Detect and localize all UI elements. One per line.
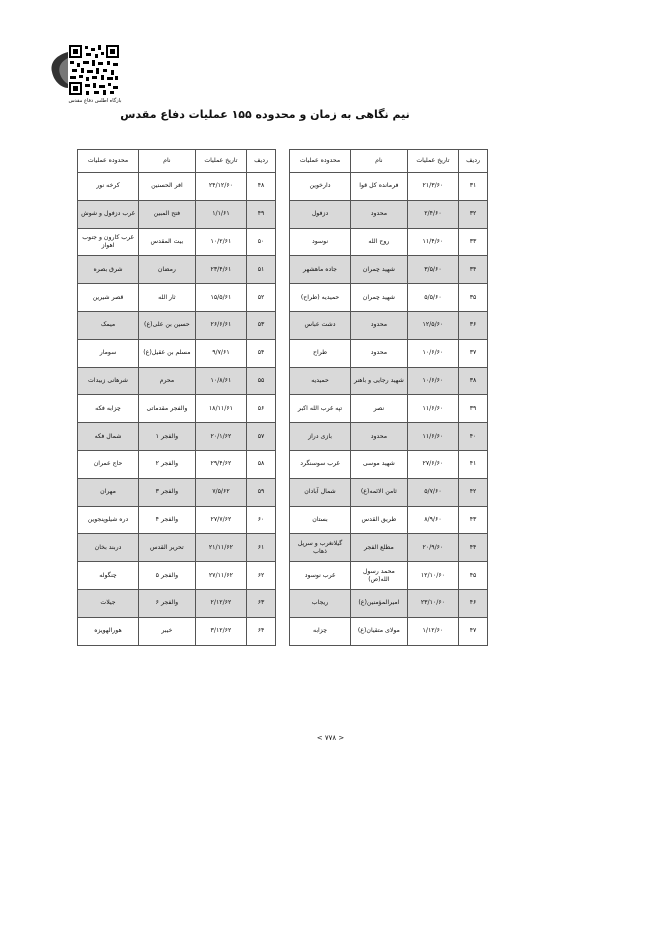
cell-name: محمد رسول الله(ص): [351, 562, 408, 590]
emblem-icon: [50, 50, 70, 90]
cell-area: دارخوین: [290, 173, 351, 201]
cell-num: ۴۰: [459, 423, 488, 451]
cell-area: گیلانغرب و سرپل ذهاب: [290, 534, 351, 562]
cell-name: ثار الله: [139, 284, 196, 312]
cell-name: امیرالمؤمنین(ع): [351, 589, 408, 617]
cell-area: شمال فکه: [78, 423, 139, 451]
operations-table-left: [77, 149, 276, 646]
cell-num: ۵۷: [247, 423, 276, 451]
cell-date: ۲۴/۱۲/۶۰: [195, 173, 246, 201]
cell-num: ۵۰: [247, 228, 276, 256]
cell-num: ۳۵: [459, 284, 488, 312]
table-row: [290, 395, 488, 423]
cell-num: ۴۷: [459, 617, 488, 645]
table-row: [290, 506, 488, 534]
cell-num: ۴۱: [459, 450, 488, 478]
cell-name: فتح المبین: [139, 200, 196, 228]
cell-area: جاده ماهشهر: [290, 256, 351, 284]
table-row: [78, 534, 276, 562]
cell-num: ۶۴: [247, 617, 276, 645]
cell-num: ۳۴: [459, 256, 488, 284]
cell-area: تپه غرب الله اکبر: [290, 395, 351, 423]
cell-area: غرب سوسنگرد: [290, 450, 351, 478]
cell-num: ۳۶: [459, 311, 488, 339]
cell-name: والفجر ۲: [139, 450, 196, 478]
cell-area: حاج عمران: [78, 450, 139, 478]
cell-area: میمک: [78, 311, 139, 339]
operations-table-right: [289, 149, 488, 646]
cell-date: ۲۹/۴/۶۲: [195, 450, 246, 478]
cell-date: ۱/۱۲/۶۰: [407, 617, 458, 645]
table-row: [290, 339, 488, 367]
table-row: [78, 200, 276, 228]
cell-num: ۵۵: [247, 367, 276, 395]
cell-num: ۴۸: [247, 173, 276, 201]
table-row: [78, 339, 276, 367]
header-num: ردیف: [459, 150, 488, 173]
table-row: [290, 534, 488, 562]
cell-num: ۶۲: [247, 562, 276, 590]
cell-name: مولای متقیان(ع): [351, 617, 408, 645]
cell-area: حمیدیه: [290, 367, 351, 395]
header-date: تاریخ عملیات: [195, 150, 246, 173]
cell-date: ۱۱/۶/۶۰: [407, 423, 458, 451]
cell-num: ۳۹: [459, 395, 488, 423]
cell-name: رمضان: [139, 256, 196, 284]
cell-area: دزفول: [290, 200, 351, 228]
cell-name: ثامن الائمه(ع): [351, 478, 408, 506]
table-header-row: [290, 150, 488, 173]
cell-name: محرم: [139, 367, 196, 395]
cell-date: ۱۵/۵/۶۱: [195, 284, 246, 312]
table-row: [290, 200, 488, 228]
table-row: [78, 617, 276, 645]
cell-area: چنگوله: [78, 562, 139, 590]
table-row: [290, 589, 488, 617]
cell-area: غرب کارون و جنوب اهواز: [78, 228, 139, 256]
cell-name: طریق القدس: [351, 506, 408, 534]
cell-name: والفجر ۵: [139, 562, 196, 590]
cell-area: بستان: [290, 506, 351, 534]
cell-area: غرب نوسود: [290, 562, 351, 590]
cell-date: ۱۱/۴/۶۰: [407, 228, 458, 256]
cell-num: ۵۸: [247, 450, 276, 478]
cell-date: ۹/۷/۶۱: [195, 339, 246, 367]
table-row: [290, 256, 488, 284]
cell-name: حسین بن علی(ع): [139, 311, 196, 339]
cell-num: ۳۲: [459, 200, 488, 228]
cell-date: ۷/۵/۶۲: [195, 478, 246, 506]
cell-date: ۲۶/۶/۶۱: [195, 311, 246, 339]
cell-name: روح الله: [351, 228, 408, 256]
cell-name: افر الحسنین: [139, 173, 196, 201]
cell-name: شهید رجایی و باهنر: [351, 367, 408, 395]
cell-date: ۵/۷/۶۰: [407, 478, 458, 506]
table-row: [290, 450, 488, 478]
cell-num: ۵۲: [247, 284, 276, 312]
cell-area: طراح: [290, 339, 351, 367]
header-area: محدوده عملیات: [78, 150, 139, 173]
cell-num: ۵۶: [247, 395, 276, 423]
logo-caption: بازگاه اطلس دفاع مقدس: [68, 98, 122, 104]
table-row: [78, 311, 276, 339]
cell-name: شهید چمران: [351, 284, 408, 312]
cell-date: ۱۰/۶/۶۰: [407, 367, 458, 395]
cell-area: غرب دزفول و شوش: [78, 200, 139, 228]
cell-name: نصر: [351, 395, 408, 423]
cell-name: مسلم بن عقیل(ع): [139, 339, 196, 367]
table-row: [290, 617, 488, 645]
table-row: [78, 284, 276, 312]
cell-date: ۳/۵/۶۰: [407, 256, 458, 284]
cell-date: ۲/۱۲/۶۲: [195, 589, 246, 617]
cell-area: دشت عباس: [290, 311, 351, 339]
cell-area: هورالهویزه: [78, 617, 139, 645]
cell-num: ۳۳: [459, 228, 488, 256]
cell-num: ۳۱: [459, 173, 488, 201]
cell-area: مهران: [78, 478, 139, 506]
table-row: [290, 284, 488, 312]
cell-name: والفجر مقدماتی: [139, 395, 196, 423]
cell-date: ۲/۴/۶۰: [407, 200, 458, 228]
header-name: نام: [139, 150, 196, 173]
table-row: [78, 423, 276, 451]
table-row: [78, 367, 276, 395]
cell-area: شرهانی زبیدات: [78, 367, 139, 395]
table-row: [78, 562, 276, 590]
cell-date: ۳/۱۲/۶۲: [195, 617, 246, 645]
cell-name: محدود: [351, 200, 408, 228]
cell-date: ۲۱/۱۱/۶۲: [195, 534, 246, 562]
cell-name: مطلع الفجر: [351, 534, 408, 562]
cell-date: ۲۱/۳/۶۰: [407, 173, 458, 201]
cell-date: ۲۳/۴/۶۱: [195, 256, 246, 284]
cell-date: ۱۱/۶/۶۰: [407, 395, 458, 423]
cell-date: ۸/۹/۶۰: [407, 506, 458, 534]
cell-area: کرخه نور: [78, 173, 139, 201]
table-row: [290, 173, 488, 201]
table-row: [78, 478, 276, 506]
cell-area: نوسود: [290, 228, 351, 256]
cell-date: ۱۰/۶/۶۰: [407, 339, 458, 367]
cell-date: ۲۰/۹/۶۰: [407, 534, 458, 562]
cell-date: ۲۷/۷/۶۲: [195, 506, 246, 534]
cell-name: والفجر ۱: [139, 423, 196, 451]
cell-date: ۲۷/۱۱/۶۲: [195, 562, 246, 590]
cell-name: فرمانده کل قوا: [351, 173, 408, 201]
table-row: [290, 478, 488, 506]
cell-name: محدود: [351, 311, 408, 339]
cell-num: ۴۲: [459, 478, 488, 506]
cell-area: چزابه فکه: [78, 395, 139, 423]
cell-date: ۱۰/۸/۶۱: [195, 367, 246, 395]
table-row: [290, 367, 488, 395]
cell-name: تحریر القدس: [139, 534, 196, 562]
table-row: [78, 256, 276, 284]
cell-date: ۲۷/۶/۶۰: [407, 450, 458, 478]
cell-num: ۳۸: [459, 367, 488, 395]
cell-name: والفجر ۴: [139, 506, 196, 534]
cell-date: ۱/۱/۶۱: [195, 200, 246, 228]
cell-date: ۵/۵/۶۰: [407, 284, 458, 312]
table-row: [290, 562, 488, 590]
cell-num: ۳۷: [459, 339, 488, 367]
cell-date: ۱۸/۱۱/۶۱: [195, 395, 246, 423]
cell-num: ۴۶: [459, 589, 488, 617]
cell-num: ۴۴: [459, 534, 488, 562]
cell-name: والفجر ۳: [139, 478, 196, 506]
table-row: [290, 228, 488, 256]
table-row: [78, 506, 276, 534]
page-number: < ۷۷۸ >: [316, 734, 345, 742]
cell-area: دربند بخان: [78, 534, 139, 562]
cell-area: دره شیلوپنجوین: [78, 506, 139, 534]
cell-num: ۵۱: [247, 256, 276, 284]
cell-date: ۲۰/۱/۶۲: [195, 423, 246, 451]
cell-num: ۵۹: [247, 478, 276, 506]
qr-code-icon: [68, 44, 120, 96]
cell-date: ۲۳/۱۰/۶۰: [407, 589, 458, 617]
cell-name: والفجر ۶: [139, 589, 196, 617]
cell-date: ۱۲/۵/۶۰: [407, 311, 458, 339]
cell-area: جیلات: [78, 589, 139, 617]
cell-num: ۴۵: [459, 562, 488, 590]
cell-num: ۴۳: [459, 506, 488, 534]
cell-name: خیبر: [139, 617, 196, 645]
cell-name: بیت المقدس: [139, 228, 196, 256]
header-area: محدوده عملیات: [290, 150, 351, 173]
table-row: [78, 173, 276, 201]
cell-num: ۵۳: [247, 311, 276, 339]
table-row: [78, 450, 276, 478]
cell-name: شهید چمران: [351, 256, 408, 284]
cell-num: ۶۳: [247, 589, 276, 617]
cell-name: شهید موسی: [351, 450, 408, 478]
cell-name: محدود: [351, 339, 408, 367]
cell-date: ۱۲/۱۰/۶۰: [407, 562, 458, 590]
logo: [50, 44, 130, 114]
cell-num: ۵۴: [247, 339, 276, 367]
cell-area: بازی دراز: [290, 423, 351, 451]
table-row: [78, 228, 276, 256]
cell-num: ۴۹: [247, 200, 276, 228]
cell-area: سومار: [78, 339, 139, 367]
cell-area: شرق بصره: [78, 256, 139, 284]
cell-num: ۶۰: [247, 506, 276, 534]
cell-date: ۱۰/۲/۶۱: [195, 228, 246, 256]
cell-name: محدود: [351, 423, 408, 451]
table-row: [78, 395, 276, 423]
cell-area: حمیدیه (طراح): [290, 284, 351, 312]
header-num: ردیف: [247, 150, 276, 173]
cell-area: چزابه: [290, 617, 351, 645]
cell-num: ۶۱: [247, 534, 276, 562]
cell-area: قصر شیرین: [78, 284, 139, 312]
header-name: نام: [351, 150, 408, 173]
table-row: [290, 423, 488, 451]
table-row: [78, 589, 276, 617]
cell-area: ریجاب: [290, 589, 351, 617]
table-row: [290, 311, 488, 339]
cell-area: شمال آبادان: [290, 478, 351, 506]
page-title: نیم نگاهی به زمان و محدوده ۱۵۵ عملیات دفاع مقدس: [120, 108, 410, 121]
header-date: تاریخ عملیات: [407, 150, 458, 173]
table-header-row: [78, 150, 276, 173]
